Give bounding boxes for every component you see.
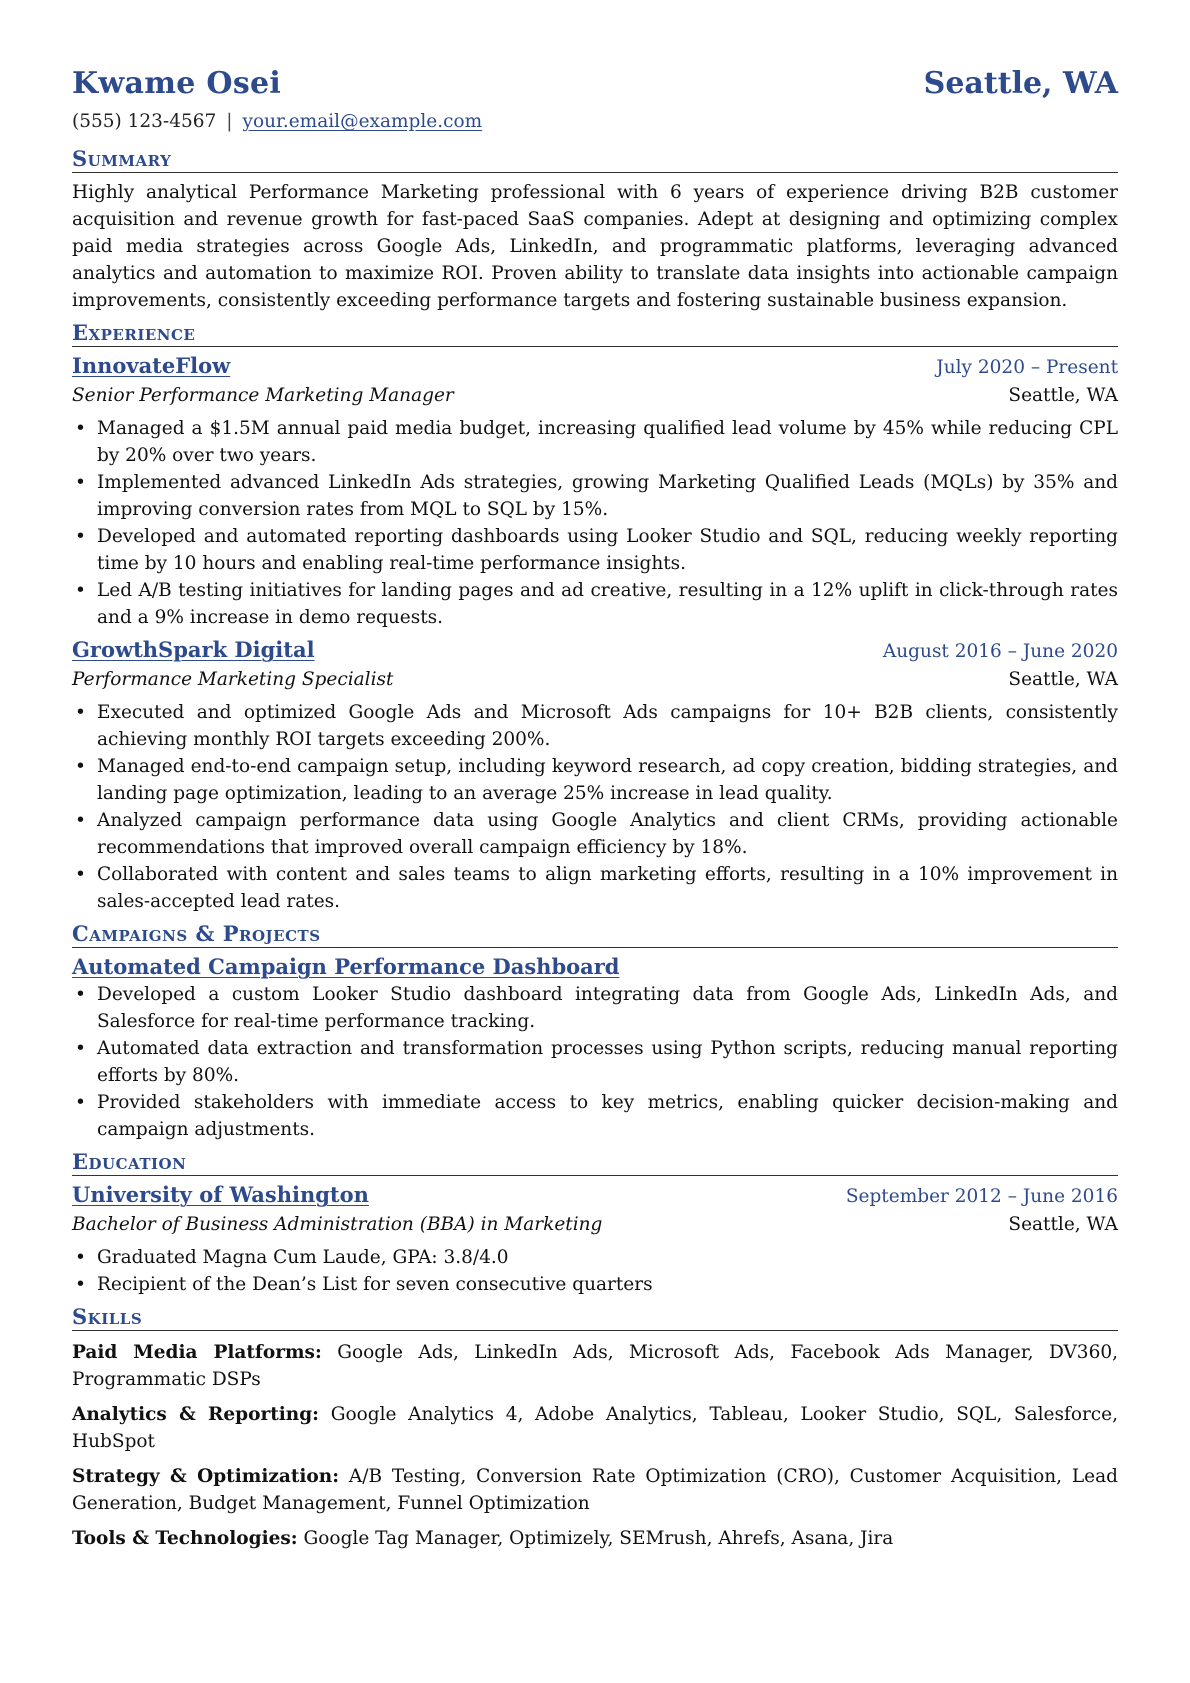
skill-group-label: Paid Media Platforms:: [72, 1342, 322, 1363]
company-name-link[interactable]: GrowthSpark Digital: [72, 637, 315, 662]
skill-group: [72, 1339, 1118, 1393]
skill-group-label: Tools & Technologies:: [72, 1528, 298, 1549]
job-location: Seattle, WA: [1008, 385, 1118, 406]
candidate-location: Seattle, WA: [923, 66, 1118, 101]
summary-text: Highly analytical Performance Marketing professional with 6 years of experience driving B2B customer acquisition and revenue growth for fast-paced SaaS companies. Adept at designing and optimizing complex paid media strategies across Google Ads, LinkedIn, and programmatic platforms, leveraging advanced analytics and automation to maximize ROI. Proven ability to translate data insights into actionable campaign improvements, consistently exceeding performance targets and fostering sustainable business expansion.: [72, 182, 1118, 311]
education-subheader: [72, 1211, 1118, 1238]
job-subheader: [72, 666, 1118, 693]
section-title-skills: Skills: [72, 1304, 1118, 1331]
education-location: Seattle, WA: [1008, 1214, 1118, 1235]
section-title-summary: Summary: [72, 146, 1118, 173]
education-dates: September 2012 – June 2016: [845, 1186, 1118, 1207]
job-dates: July 2020 – Present: [936, 357, 1118, 378]
job-title: Performance Marketing Specialist: [72, 669, 394, 690]
job-subheader: [72, 382, 1118, 409]
bullet-item: • Recipient of the Dean’s List for seven consecutive quarters: [97, 1271, 1118, 1298]
bullet-item: • Managed a $1.5M annual paid media budget, increasing qualified lead volume by 45% while reducing CPL by 20% over two years.: [97, 415, 1118, 469]
degree-title: Bachelor of Business Administration (BBA) in Marketing: [72, 1214, 603, 1235]
project-bullets: [72, 981, 1118, 1143]
job-bullets: [72, 415, 1118, 631]
bullet-item: • Graduated Magna Cum Laude, GPA: 3.8/4.0: [97, 1244, 1118, 1271]
skills-section: [72, 1304, 1118, 1552]
skill-group-label: Analytics & Reporting:: [72, 1404, 319, 1425]
job-entry: [72, 635, 1118, 915]
skill-group: [72, 1463, 1118, 1517]
education-header: [72, 1180, 1118, 1211]
bullet-item: • Implemented advanced LinkedIn Ads strategies, growing Marketing Qualified Leads (MQLs) by 35% and improving conversion rates from MQL to SQL by 15%.: [97, 469, 1118, 523]
section-title-education: Education: [72, 1149, 1118, 1176]
phone-number: (555) 123-4567: [72, 111, 217, 132]
skill-group: [72, 1525, 1118, 1552]
job-entry: [72, 351, 1118, 631]
bullet-item: • Automated data extraction and transformation processes using Python scripts, reducing manual reporting efforts by 80%.: [97, 1035, 1118, 1089]
summary-section: [72, 146, 1118, 314]
projects-section: [72, 921, 1118, 1143]
education-section: [72, 1149, 1118, 1298]
section-title-projects: Campaigns & Projects: [72, 921, 1118, 948]
skill-group-value: Google Tag Manager, Optimizely, SEMrush, Ahrefs, Asana, Jira: [303, 1528, 894, 1549]
skill-group-label: Strategy & Optimization:: [72, 1466, 340, 1487]
skill-group-value: Google Analytics 4, Adobe Analytics, Tableau, Looker Studio, SQL, Salesforce, HubSpot: [72, 1404, 1118, 1452]
resume-header: [72, 0, 1118, 146]
contact-line: [72, 109, 482, 135]
candidate-name: Kwame Osei: [72, 66, 282, 101]
bullet-item: • Led A/B testing initiatives for landing pages and ad creative, resulting in a 12% uplift in click-through rates and a 9% increase in demo requests.: [97, 577, 1118, 631]
skill-group-value: Google Ads, LinkedIn Ads, Microsoft Ads, Facebook Ads Manager, DV360, Programmatic DSPs: [72, 1342, 1118, 1390]
company-name-link[interactable]: InnovateFlow: [72, 353, 231, 378]
job-header: [72, 351, 1118, 382]
bullet-item: • Developed and automated reporting dashboards using Looker Studio and SQL, reducing weekly reporting time by 10 hours and enabling real-time performance insights.: [97, 523, 1118, 577]
bullet-item: • Collaborated with content and sales teams to align marketing efforts, resulting in a 10% improvement in sales-accepted lead rates.: [97, 861, 1118, 915]
bullet-item: • Managed end-to-end campaign setup, including keyword research, ad copy creation, bidding strategies, and landing page optimization, leading to an average 25% increase in lead quality.: [97, 753, 1118, 807]
section-title-experience: Experience: [72, 320, 1118, 347]
project-entry: [72, 952, 1118, 1143]
skill-group-value: A/B Testing, Conversion Rate Optimization (CRO), Customer Acquisition, Lead Generation, Budget Management, Funnel Optimization: [72, 1466, 1118, 1514]
education-entry: [72, 1180, 1118, 1298]
job-header: [72, 635, 1118, 666]
skill-group: [72, 1401, 1118, 1455]
bullet-item: • Analyzed campaign performance data using Google Analytics and client CRMs, providing actionable recommendations that improved overall campaign efficiency by 18%.: [97, 807, 1118, 861]
education-bullets: [72, 1244, 1118, 1298]
job-location: Seattle, WA: [1008, 669, 1118, 690]
experience-section: [72, 320, 1118, 915]
job-bullets: [72, 699, 1118, 915]
job-dates: August 2016 – June 2020: [882, 641, 1118, 662]
email-link[interactable]: your.email@example.com: [242, 111, 483, 132]
contact-separator: |: [226, 111, 233, 132]
job-title: Senior Performance Marketing Manager: [72, 385, 454, 406]
project-name-link[interactable]: Automated Campaign Performance Dashboard: [72, 954, 620, 979]
bullet-item: • Developed a custom Looker Studio dashboard integrating data from Google Ads, LinkedIn Ads, and Salesforce for real-time performance tracking.: [97, 981, 1118, 1035]
project-header: [72, 952, 1118, 981]
bullet-item: • Executed and optimized Google Ads and Microsoft Ads campaigns for 10+ B2B clients, consistently achieving monthly ROI targets exceeding 200%.: [97, 699, 1118, 753]
bullet-item: • Provided stakeholders with immediate access to key metrics, enabling quicker decision-making and campaign adjustments.: [97, 1089, 1118, 1143]
school-name-link[interactable]: University of Washington: [72, 1182, 369, 1207]
